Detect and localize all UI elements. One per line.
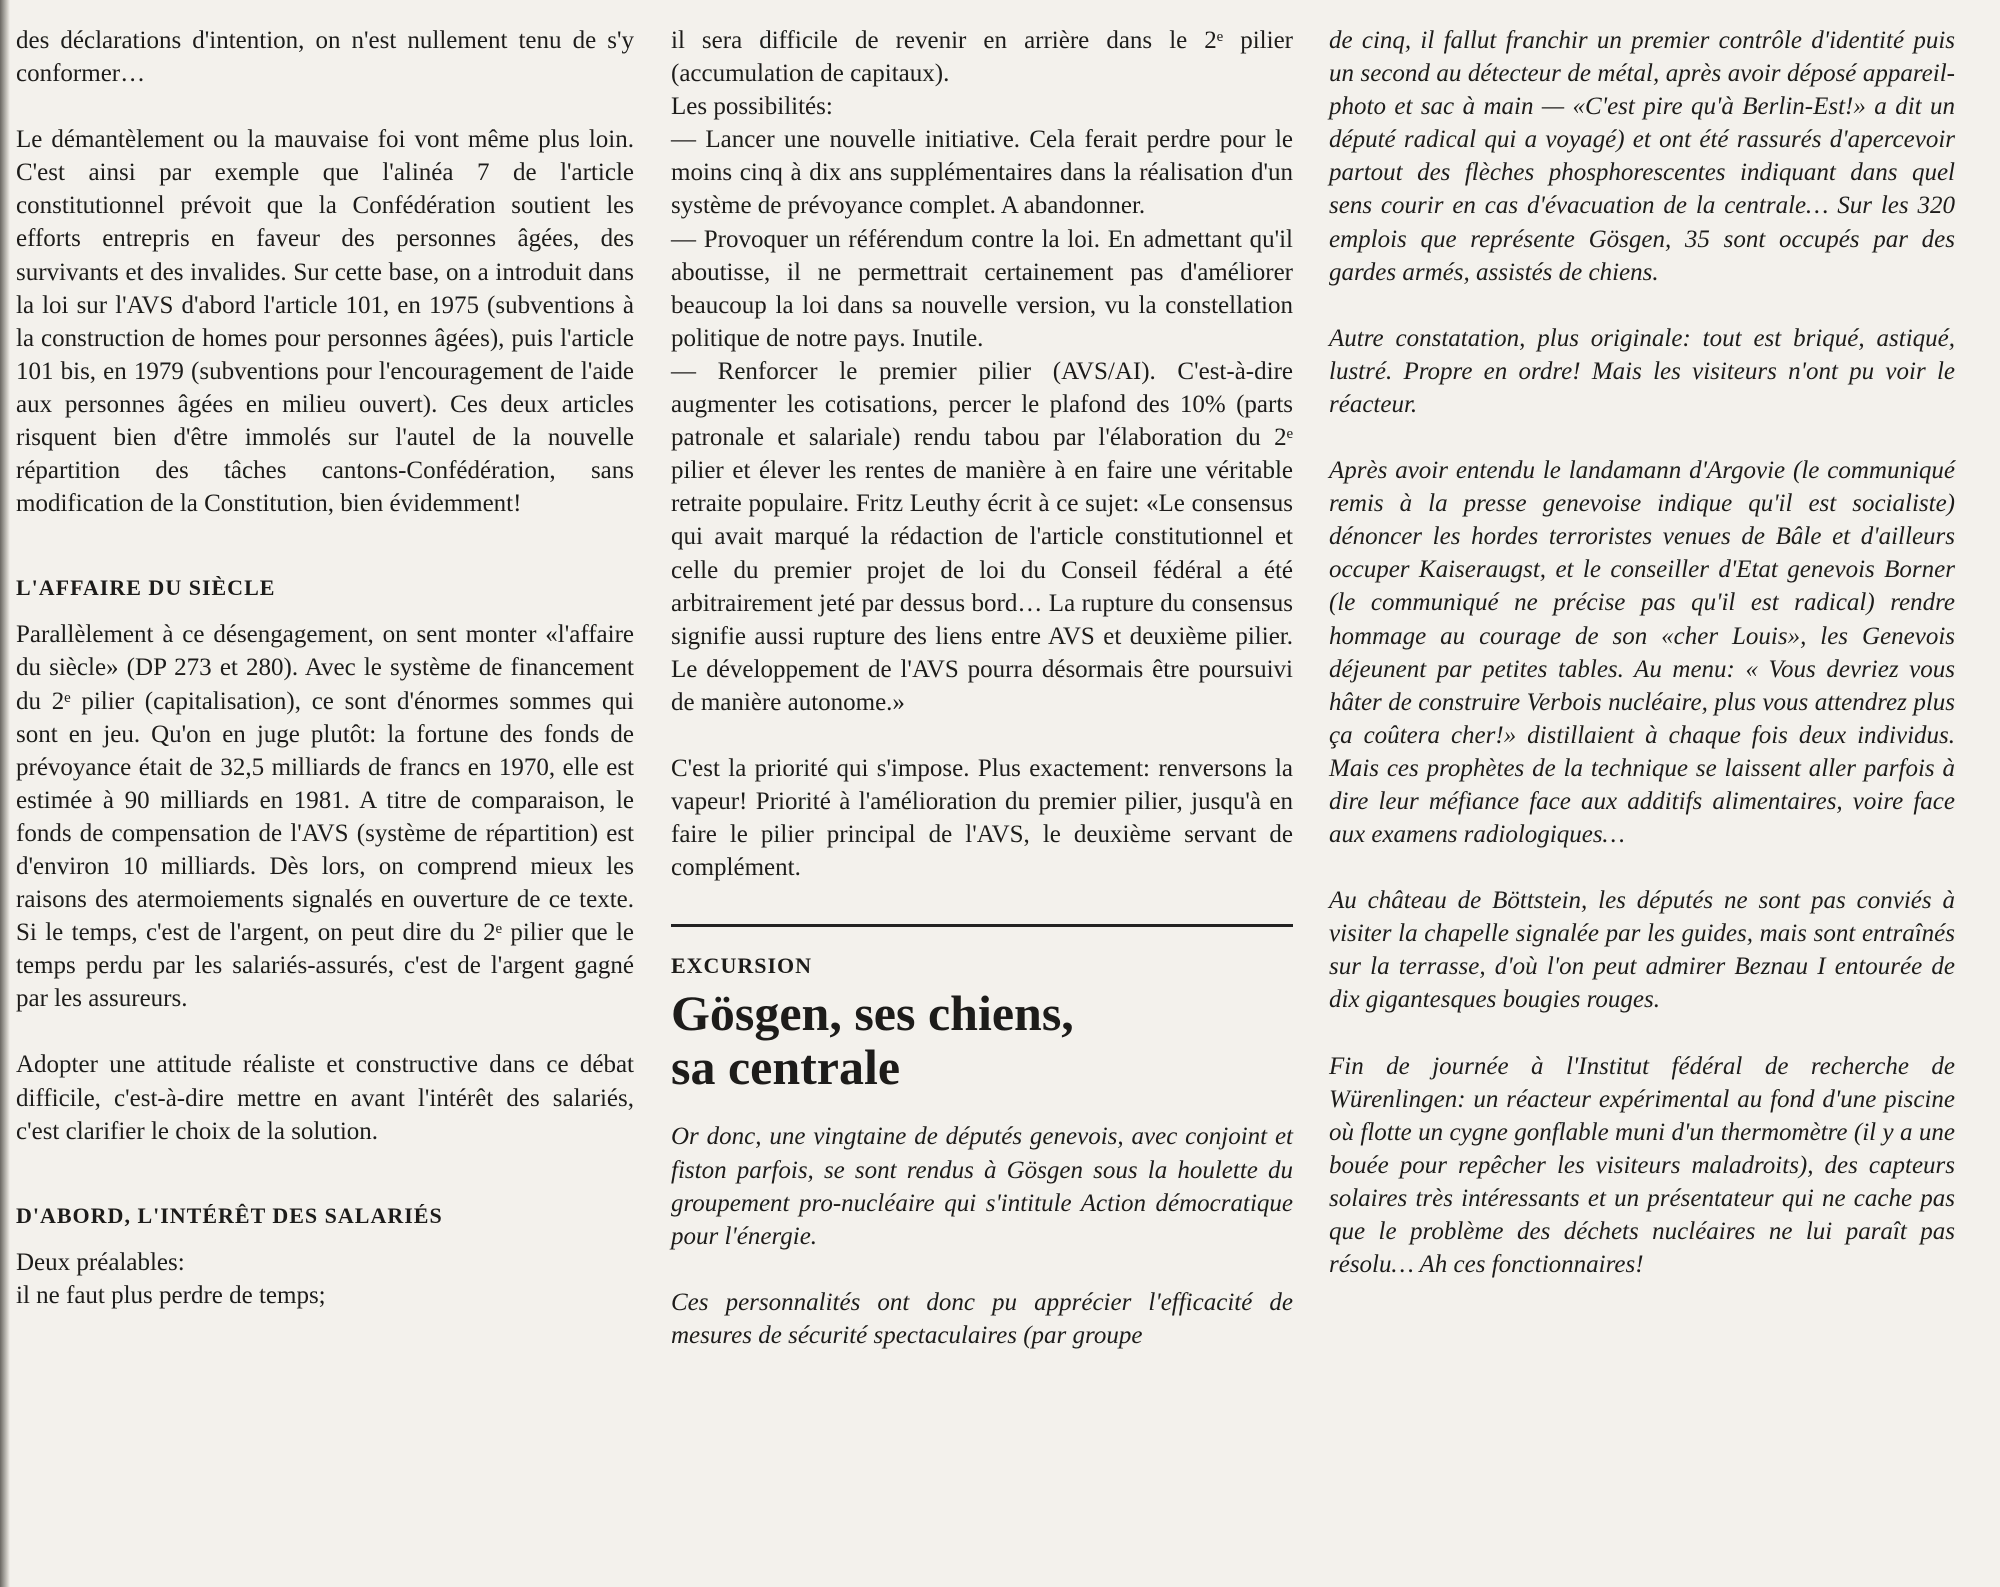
col2-option-3: — Renforcer le premier pilier (AVS/AI). C'est-à-dire augmenter les cotisations, percer le plafond des 10% (parts patronale et salariale) rendu tabou par l'élaboration du 2ᵉ pilier et élever les rentes de manière à en faire une véritable retraite populaire. Fritz Leuthy écrit à ce sujet: «Le consensus qui avait marqué la rédaction de l'article constitutionnel et celle du premier projet de loi du Conseil fédéral a été arbitrairement jeté par dessus bord… La rupture du consensus signifie aussi rupture des liens entre AVS et deuxième pilier. Le développement de l'AVS pourra désormais être poursuivi de manière autonome.» xyxy=(671,357,1293,716)
col2-paragraph-4: Ces personnalités ont donc pu apprécier l'efficacité de mesures de sécurité spectaculaires (par groupe xyxy=(671,1288,1293,1349)
col1-paragraph-3: Parallèlement à ce désengagement, on sent monter «l'affaire du siècle» (DP 273 et 280). Avec le système de financement du 2ᵉ pilier (capitalisation), ce sont d'énormes sommes qui sont en jeu. Qu'on en juge plutôt: la fortune des fonds de prévoyance était de 32,5 milliards de francs en 1970, elle est estimée à 90 milliards en 1981. A titre de comparaison, le fonds de compensation de l'AVS (système de répartition) est d'environ 10 milliards. Dès lors, on comprend mieux les raisons des atermoiements signalés en ouverture de ce texte. Si le temps, c'est de l'argent, on peut dire du 2ᵉ pilier que le temps perdu par les salariés-assurés, c'est de l'argent gagné par les assureurs. xyxy=(16,621,634,1013)
article-kicker: EXCURSION xyxy=(671,953,813,979)
article-title-line-2: sa centrale xyxy=(671,1039,901,1096)
article-title xyxy=(671,986,1293,1094)
page-gutter-shadow xyxy=(0,0,10,1587)
col1-paragraph-5b: il ne faut plus perdre de temps; xyxy=(16,1281,326,1309)
col1-paragraph-2: Le démantèlement ou la mauvaise foi vont même plus loin. C'est ainsi par exemple que l'alinéa 7 de l'article constitutionnel prévoit que la Confédération soutient les efforts entrepris en faveur des personnes âgées, des survivants et des invalides. Sur cette base, on a introduit dans la loi sur l'AVS d'abord l'article 101, en 1975 (subventions à la construction de homes pour personnes âgées), puis l'article 101 bis, en 1979 (subventions pour l'encouragement de l'aide aux personnes âgées en milieu ouvert). Ces deux articles risquent bien d'être immolés sur l'autel de la nouvelle répartition des tâches cantons-Confédération, sans modification de la Constitution, bien évidemment! xyxy=(16,126,634,518)
col2-paragraph-1a: il sera difficile de revenir en arrière dans le 2ᵉ pilier (accumulation de capitaux). xyxy=(671,27,1293,88)
col2-option-2: — Provoquer un référendum contre la loi. En admettant qu'il aboutisse, il ne permettrait certainement pas d'améliorer beaucoup la loi dans sa nouvelle version, vu la constellation politique de notre pays. Inutile. xyxy=(671,225,1293,352)
column-3 xyxy=(1329,24,1955,1281)
section-heading-interet-des-salaries: D'ABORD, L'INTÉRÊT DES SALARIÉS xyxy=(16,1202,443,1228)
col2-paragraph-3: Or donc, une vingtaine de députés genevois, avec conjoint et fiston parfois, se sont rendus à Gösgen sous la houlette du groupement pro-nucléaire qui s'intitule Action démocratique pour l'énergie. xyxy=(671,1123,1293,1250)
col3-paragraph-4: Au château de Böttstein, les députés ne sont pas conviés à visiter la chapelle signalée par les guides, mais sont entraînés sur la terrasse, d'où l'on peut admirer Beznau I entourée de dix gigantesques bougies rouges. xyxy=(1329,887,1955,1014)
col2-paragraph-2: C'est la priorité qui s'impose. Plus exactement: renversons la vapeur! Priorité à l'amélioration du premier pilier, jusqu'à en faire le pilier principal de l'AVS, le deuxième servant de complément. xyxy=(671,754,1293,882)
article-title-line-1: Gösgen, ses chiens, xyxy=(671,985,1074,1042)
col2-option-1: — Lancer une nouvelle initiative. Cela ferait perdre pour le moins cinq à dix ans supplémentaires dans la réalisation d'un système de prévoyance complet. A abandonner. xyxy=(671,126,1293,220)
section-heading-affaire-du-siecle: L'AFFAIRE DU SIÈCLE xyxy=(16,575,276,601)
col1-paragraph-1: des déclarations d'intention, on n'est nullement tenu de s'y conformer… xyxy=(16,27,634,88)
col3-paragraph-3: Après avoir entendu le landamann d'Argovie (le communiqué remis à la presse genevoise indique qu'il est socialiste) dénoncer les hordes terroristes venues de Bâle et d'ailleurs occuper Kaiseraugst, et le conseiller d'Etat genevois Borner (le communiqué ne précise pas qu'il est radical) rendre hommage au courage de son «cher Louis», les Genevois déjeunent par petites tables. Au menu: « Vous devriez vous hâter de construire Verbois nucléaire, plus vous attendrez plus ça coûtera cher!» distillaient à chaque fois deux individus. Mais ces prophètes de la technique se laissent aller parfois à dire leur méfiance face aux additifs alimentaires, voire face aux examens radiologiques… xyxy=(1329,457,1955,849)
col1-paragraph-5a: Deux préalables: xyxy=(16,1248,185,1276)
col1-paragraph-4: Adopter une attitude réaliste et constructive dans ce débat difficile, c'est-à-dire mettre en avant l'intérêt des salariés, c'est clarifier le choix de la solution. xyxy=(16,1051,634,1145)
col3-paragraph-2: Autre constatation, plus originale: tout est briqué, astiqué, lustré. Propre en ordre! Mais les visiteurs n'ont pu voir le réacteur. xyxy=(1329,324,1955,418)
col2-paragraph-1b: Les possibilités: xyxy=(671,93,833,121)
col3-paragraph-5: Fin de journée à l'Institut fédéral de recherche de Würenlingen: un réacteur expérimental au fond d'une piscine où flotte un cygne gonflable muni d'un thermomètre (il y a une bouée pour repêcher les visiteurs maladroits), des capteurs solaires très intéressants et un présentateur qui ne cache pas que le problème des déchets nucléaires ne lui paraît pas résolu… Ah ces fonctionnaires! xyxy=(1329,1052,1955,1279)
section-divider xyxy=(671,924,1293,927)
col3-paragraph-1: de cinq, il fallut franchir un premier contrôle d'identité puis un second au détecteur de métal, après avoir déposé appareil-photo et sac à main — «C'est pire qu'à Berlin-Est!» a dit un député radical qui a voyagé) et ont été rassurés d'apercevoir partout des flèches phosphorescentes indiquant dans quel sens courir en cas d'évacuation de la centrale… Sur les 320 emplois que représente Gösgen, 35 sont occupés par des gardes armés, assistés de chiens. xyxy=(1329,27,1955,286)
column-1 xyxy=(16,24,634,1312)
column-2 xyxy=(671,24,1293,1352)
